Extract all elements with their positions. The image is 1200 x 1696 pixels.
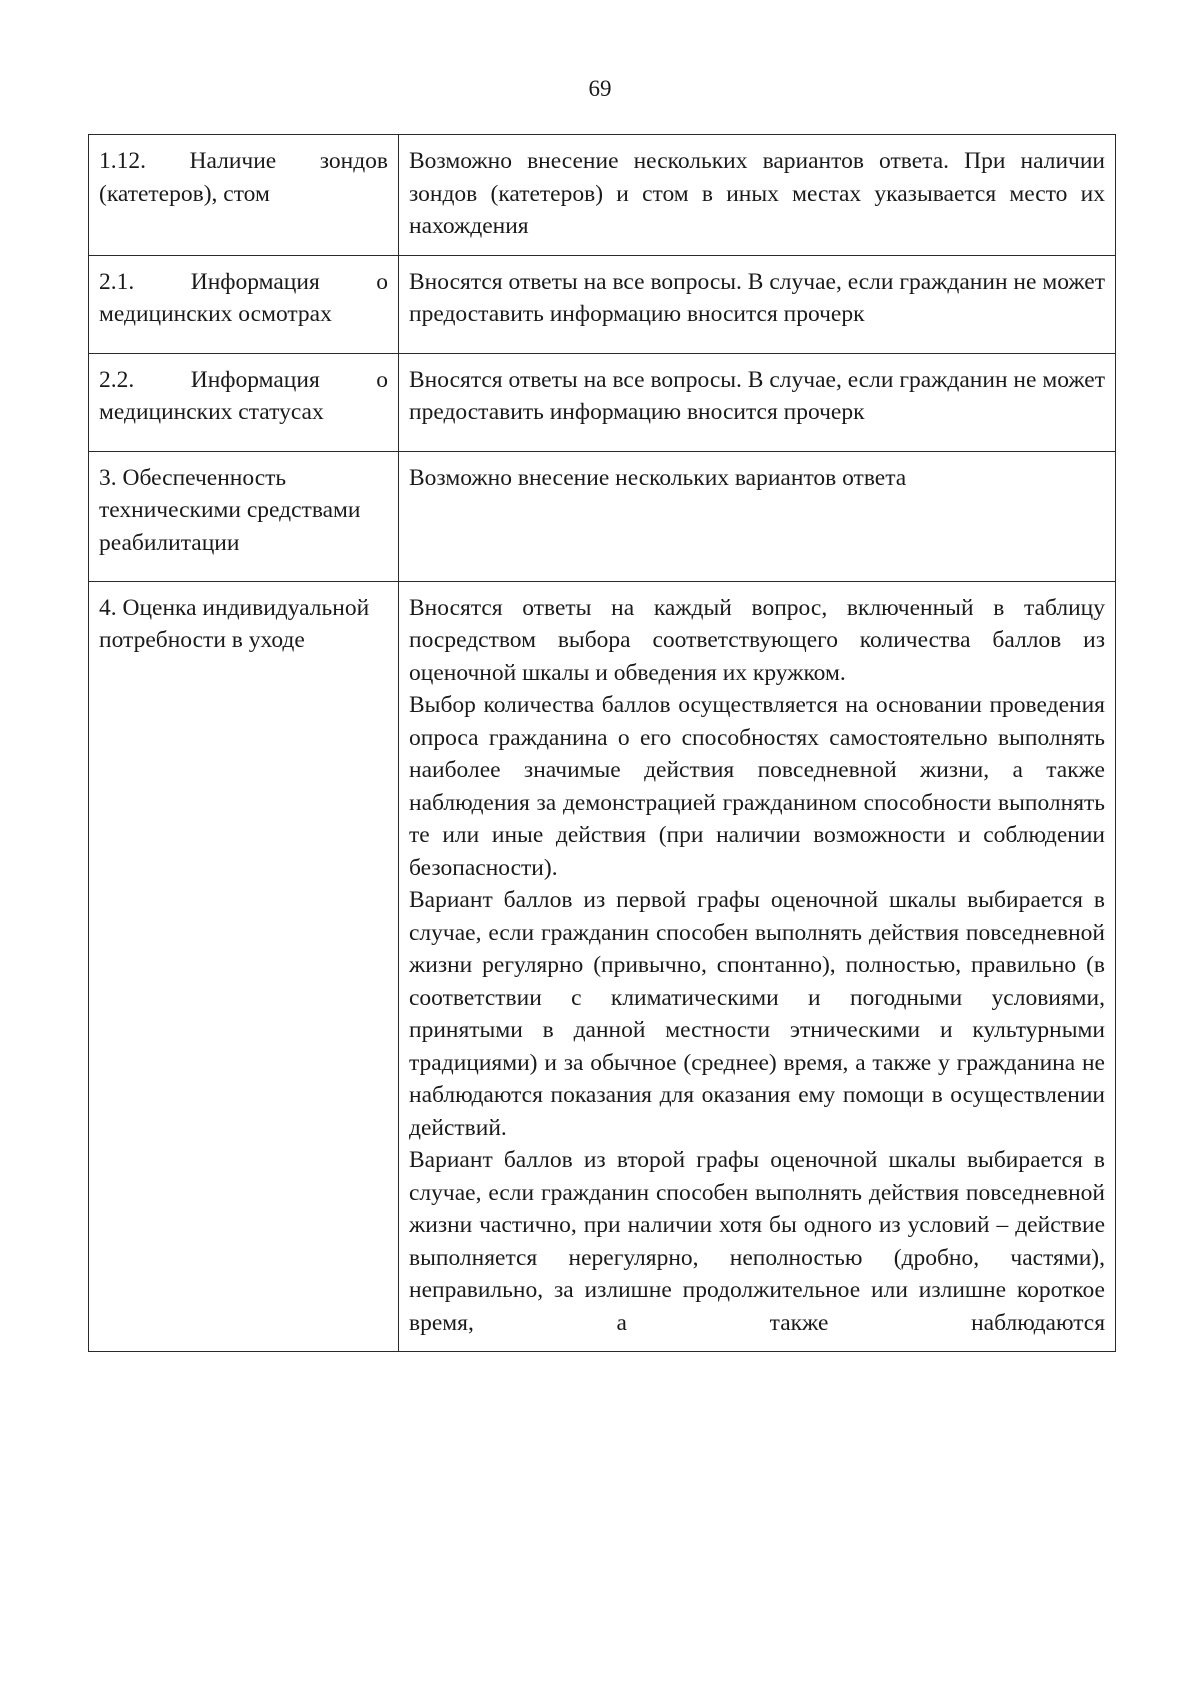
- instruction-text: Возможно внесение нескольких вариантов ответа. При наличии зондов (катетеров) и стом в иных местах указывается место их нахождения: [409, 148, 1105, 239]
- table-row: [89, 135, 1116, 256]
- instruction-paragraph: Вариант баллов из первой графы оценочной шкалы выбирается в случае, если гражданин способен выполнять действия повседневной жизни регулярно (привычно, спонтанно), полностью, правильно (в соответствии с климатическими и погодными условиями, принятыми в данной местности этническими и культурными традициями) и за обычное (среднее) время, а также у гражданина не наблюдаются показания для оказания ему помощи в осуществлении действий.: [409, 887, 1105, 1141]
- section-title: 1.12. Наличие зондов (катетеров), стом: [99, 148, 388, 207]
- instruction-paragraph: Выбор количества баллов осуществляется на основании проведения опроса гражданина о его способностях самостоятельно выполнять наиболее значимые действия повседневной жизни, а также наблюдения за демонстрацией гражданином способности выполнять те или иные действия (при наличии возможности и соблюдении безопасности).: [409, 692, 1105, 881]
- section-title: 3. Обеспеченность техническими средствами реабилитации: [99, 464, 361, 556]
- table-cell-section: [89, 255, 399, 353]
- section-title: 2.2. Информация о медицинских статусах: [99, 366, 388, 425]
- instruction-paragraph: Вариант баллов из второй графы оценочной шкалы выбирается в случае, если гражданин способен выполнять действия повседневной жизни частично, при наличии хотя бы одного из условий – действие выполняется нерегулярно, неполностью (дробно, частями), неправильно, за излишне продолжительное или излишне короткое время, а также наблюдаются: [409, 1147, 1105, 1336]
- document-table: [88, 134, 1116, 1352]
- table-cell-instruction: [399, 353, 1116, 451]
- table-row: [89, 451, 1116, 581]
- table-row: [89, 255, 1116, 353]
- section-title: 2.1. Информация о медицинских осмотрах: [99, 268, 388, 327]
- table-cell-section: [89, 581, 399, 1352]
- instruction-paragraph: Вносятся ответы на каждый вопрос, включенный в таблицу посредством выбора соответствующего количества баллов из оценочной шкалы и обведения их кружком.: [409, 594, 1105, 686]
- table-cell-instruction: [399, 581, 1116, 1352]
- table-cell-instruction: [399, 135, 1116, 256]
- instruction-text: Вносятся ответы на все вопросы. В случае, если гражданин не может предоставить информацию вносится прочерк: [409, 366, 1105, 425]
- instruction-text: Вносятся ответы на все вопросы. В случае, если гражданин не может предоставить информацию вносится прочерк: [409, 268, 1105, 327]
- page-number: 69: [588, 76, 612, 101]
- table-cell-section: [89, 353, 399, 451]
- table-cell-section: [89, 451, 399, 581]
- table-cell-instruction: [399, 255, 1116, 353]
- table-row: [89, 581, 1116, 1352]
- table-row: [89, 353, 1116, 451]
- section-title: 4. Оценка индивидуальной потребности в уходе: [99, 594, 370, 653]
- table-cell-section: [89, 135, 399, 256]
- instruction-text: Возможно внесение нескольких вариантов ответа: [409, 464, 907, 491]
- table-cell-instruction: [399, 451, 1116, 581]
